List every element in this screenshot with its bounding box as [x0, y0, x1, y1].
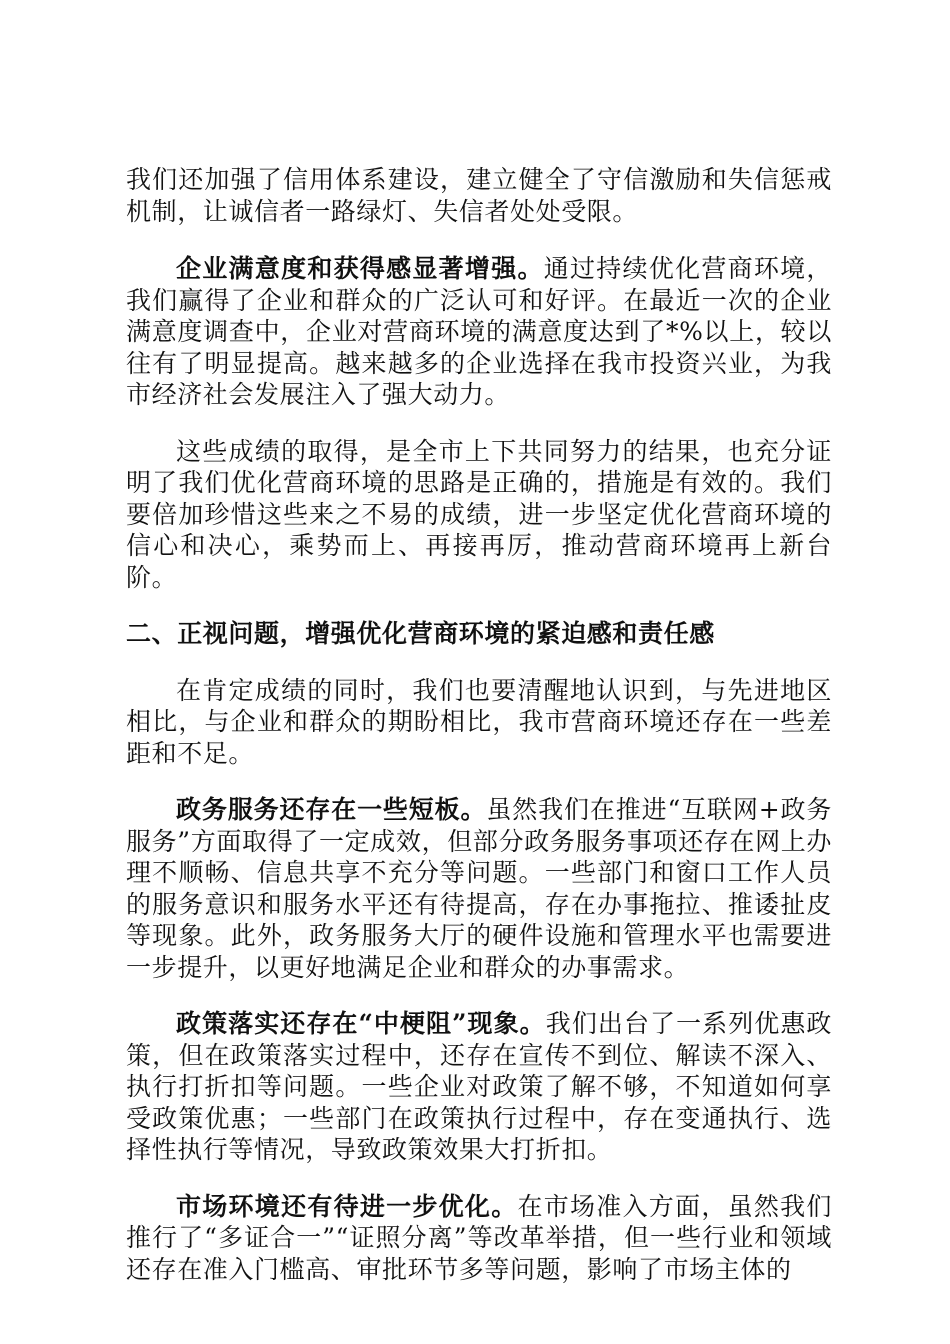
paragraph-enterprise-satisfaction: [126, 253, 832, 411]
section-heading: 二、正视问题，增强优化营商环境的紧迫感和责任感: [126, 619, 715, 648]
paragraph-text: 通过持续优化营商环境，我们赢得了企业和群众的广泛认可和好评。在最近一次的企业满意度调查中，企业对营商环境的满意度达到了*%以上，较以往有了明显提高。越来越多的企业选择在我市投资兴业，为我市经济社会发展注入了强大动力。: [126, 254, 832, 409]
paragraph-lead: 政务服务还存在一些短板。: [176, 795, 487, 824]
paragraph-text: 我们出台了一系列优惠政策，但在政策落实过程中，还存在宣传不到位、解读不深入、执行打折扣等问题。一些企业对政策了解不够，不知道如何享受政策优惠；一些部门在政策执行过程中，存在变通执行、选择性执行等情况，导致政策效果大打折扣。: [126, 1009, 833, 1164]
paragraph-text: 在肯定成绩的同时，我们也要清醒地认识到，与先进地区相比，与企业和群众的期盼相比，我市营商环境还存在一些差距和不足。: [126, 675, 832, 768]
paragraph-text: 我们还加强了信用体系建设，建立健全了守信激励和失信惩戒机制，让诚信者一路绿灯、失信者处处受限。: [126, 165, 832, 226]
paragraph-policy-implementation: [126, 1008, 832, 1166]
paragraph-text: 在市场准入方面，虽然我们推行了“多证合一”“证照分离”等改革举措，但一些行业和领域还存在准入门槛高、审批环节多等问题，影响了市场主体的: [126, 1191, 832, 1284]
paragraph-lead: 企业满意度和获得感显著增强。: [176, 254, 544, 283]
paragraph-gaps: [126, 675, 832, 770]
paragraph-market-environment: [126, 1191, 832, 1286]
paragraph-achievements: [126, 436, 832, 594]
paragraph-lead: 市场环境还有待进一步优化。: [176, 1191, 518, 1221]
document-body: [126, 164, 832, 1310]
paragraph-lead: 政策落实还存在“中梗阻”现象。: [176, 1009, 546, 1038]
paragraph-government-services: [126, 794, 832, 983]
paragraph-credit-system: [126, 164, 832, 227]
paragraph-text: 这些成绩的取得，是全市上下共同努力的结果，也充分证明了我们优化营商环境的思路是正确的，措施是有效的。我们要倍加珍惜这些来之不易的成绩，进一步坚定优化营商环境的信心和决心，乘势而上、再接再厉，推动营商环境再上新台阶。: [126, 436, 832, 592]
paragraph-text: 虽然我们在推进“互联网+政务服务”方面取得了一定成效，但部分政务服务事项还存在网上办理不顺畅、信息共享不充分等问题。一些部门和窗口工作人员的服务意识和服务水平还有待提高，存在办事拖拉、推诿扯皮等现象。此外，政务服务大厅的硬件设施和管理水平也需要进一步提升，以更好地满足企业和群众的办事需求。: [126, 795, 832, 982]
